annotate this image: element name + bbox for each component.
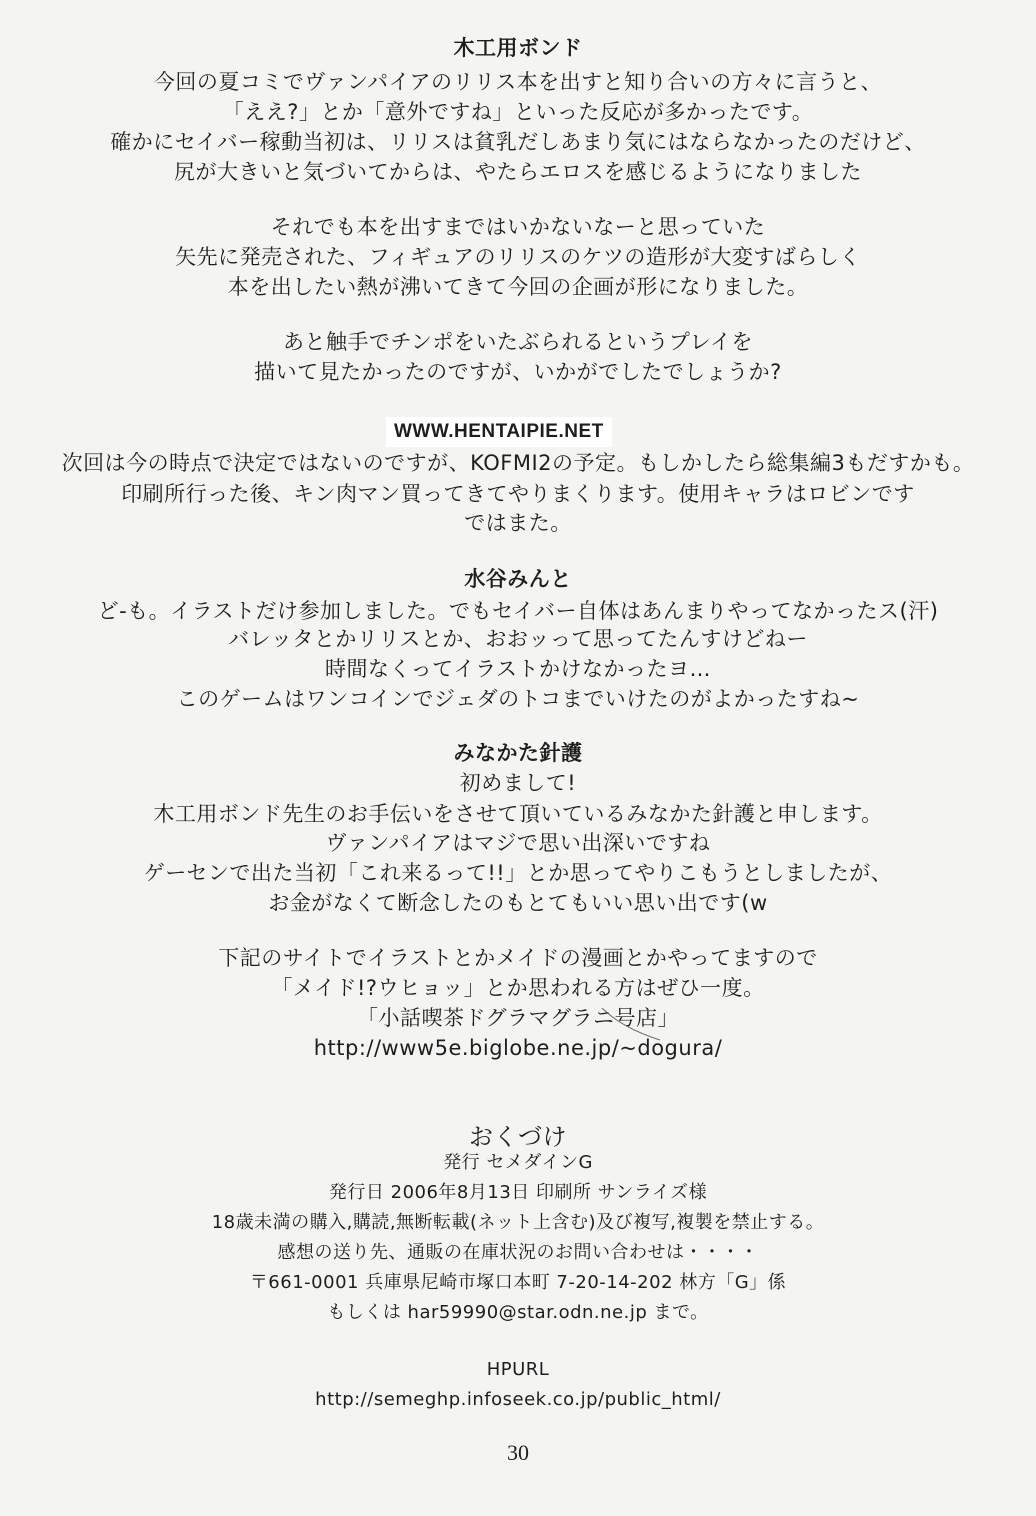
text-line: 木工用ボンド先生のお手伝いをさせて頂いているみなかた針護と申します。 — [153, 802, 883, 826]
text-line: 尻が大きいと気づいてからは、やたらエロスを感じるようになりました — [174, 160, 862, 184]
text-line: 下記のサイトでイラストとかメイドの漫画とかやってますので — [218, 946, 818, 970]
text-line: ゲーセンで出た当初「これ来るって!!」とか思ってやりこもうとしましたが、 — [143, 861, 893, 885]
hp-url: http://semeghp.infoseek.co.jp/public_html/ — [315, 1389, 721, 1410]
text-line: ヴァンパイアはマジで思い出深いですね — [325, 831, 711, 855]
colophon-line: もしくは har59990@star.odn.ne.jp まで。 — [327, 1302, 709, 1323]
text-line: バレッタとかリリスとか、おおッって思ってたんすけどねー — [228, 627, 808, 651]
text-line: 「ええ?」とか「意外ですね」といった反応が多かったです。 — [222, 100, 814, 124]
colophon-title: おくづけ — [469, 1123, 567, 1151]
text-line: 本を出したい熱が沸いてきて今回の企画が形になりました。 — [227, 275, 809, 299]
colophon-line: 〒661-0001 兵庫県尼崎市塚口本町 7-20-14-202 林方「G」係 — [249, 1272, 787, 1293]
text-line: 「小話喫茶ドグラマグラニ号店」 — [356, 1006, 680, 1030]
text-line: 矢先に発売された、フィギュアのリリスのケツの造形が大変すばらしく — [175, 245, 861, 269]
text-line: あと触手でチンポをいたぶられるというプレイを — [282, 330, 754, 354]
text-line: 印刷所行った後、キン肉マン買ってきてやりまくります。使用キャラはロビンです — [121, 482, 915, 506]
text-line: それでも本を出すまではいかないなーと思っていた — [270, 215, 766, 239]
section-heading-mizutani: 水谷みんと — [464, 567, 572, 591]
text-line: ど-も。イラストだけ参加しました。でもセイバー自体はあんまりやってなかったス(汗) — [97, 599, 939, 623]
pencil-stroke — [560, 930, 680, 1050]
text-line: お金がなくて断念したのもとてもいい思い出です(w — [268, 891, 768, 915]
watermark-label: WWW.HENTAIPIE.NET — [386, 417, 612, 447]
text-line: ではまた。 — [464, 511, 572, 535]
colophon-line: 感想の送り先、通販の在庫状況のお問い合わせは・・・・ — [277, 1242, 759, 1263]
colophon-line: 18歳未満の購入,購読,無断転載(ネット上含む)及び複写,複製を禁止する。 — [211, 1212, 825, 1233]
colophon-line: 発行 セメダインG — [443, 1152, 593, 1173]
text-line: このゲームはワンコインでジェダのトコまでいけたのがよかったすね~ — [176, 687, 860, 711]
page-number: 30 — [507, 1440, 529, 1465]
text-line: 初めまして! — [459, 771, 577, 795]
colophon-line: 発行日 2006年8月13日 印刷所 サンライズ様 — [328, 1182, 708, 1203]
text-line: 確かにセイバー稼動当初は、リリスは貧乳だしあまり気にはならなかったのだけど、 — [110, 130, 926, 154]
url-line: http://www5e.biglobe.ne.jp/~dogura/ — [313, 1036, 723, 1060]
text-line: 次回は今の時点で決定ではないのですが、KOFMI2の予定。もしかしたら総集編3もだすかも。 — [61, 451, 975, 475]
text-line: 今回の夏コミでヴァンパイアのリリス本を出すと知り合いの方々に言うと、 — [153, 70, 883, 94]
text-line: 時間なくってイラストかけなかったヨ… — [325, 657, 711, 681]
text-line: 描いて見たかったのですが、いかがでしたでしょうか? — [254, 360, 782, 384]
hpurl-label: HPURL — [486, 1359, 550, 1380]
section-heading-minakata: みなかた針護 — [453, 741, 583, 765]
text-line: 「メイド!?ウヒョッ」とか思われる方はぜひ一度。 — [271, 976, 765, 1000]
section-heading-bond: 木工用ボンド — [453, 36, 583, 60]
